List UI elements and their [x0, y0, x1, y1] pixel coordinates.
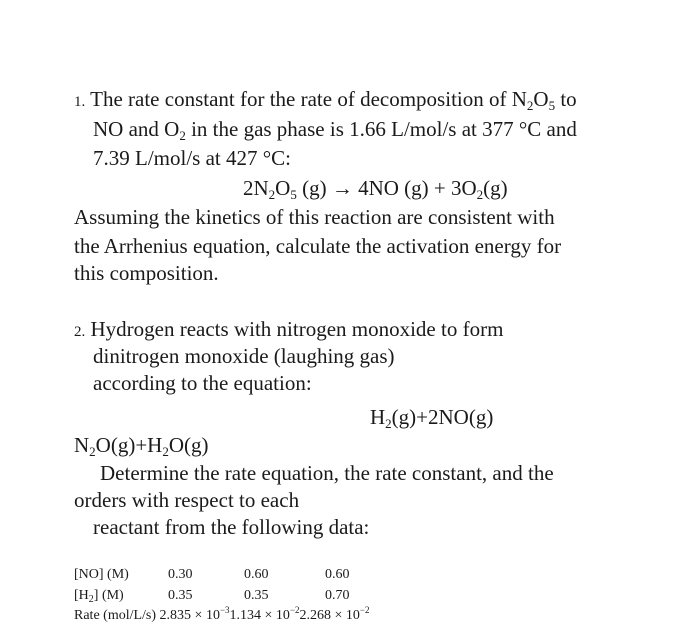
rate-value: $2.268 \times 10^{-2}$: [299, 605, 370, 623]
q2-line-1: 2. Hydrogen reacts with nitrogen monoxide to form: [74, 317, 504, 341]
q2-products: $N_2O(g)+H_2O(g)$: [74, 433, 209, 459]
q1-line-7: this composition.: [74, 261, 219, 285]
q1-line-2: NO and $O_2$ in the gas phase is 1.66 L/mol/s at 377 °C and: [93, 117, 577, 143]
q2-line-7: orders with respect to each: [74, 488, 300, 512]
row-label-h2: $[H_2]$ (M): [74, 588, 124, 605]
table-cell: 0.60: [325, 567, 350, 582]
q2-line-6: Determine the rate equation, the rate constant, and the: [100, 461, 554, 485]
table-cell: 0.35: [244, 588, 269, 603]
row-label-no: [NO] (M): [74, 567, 129, 582]
q1-line-5: Assuming the kinetics of this reaction are consistent with: [74, 205, 555, 229]
q1-text-b: to: [560, 87, 577, 111]
q1-line-6: the Arrhenius equation, calculate the activation energy for: [74, 234, 562, 258]
q2-line-3: according to the equation:: [93, 371, 312, 395]
table-row: [74, 607, 370, 625]
q1-reaction-equation: $2N_2O_5$ (g) → 4NO $(g) + 3O_2(g)$: [243, 176, 508, 202]
row-label-rate: Rate (mol/L/s): [74, 608, 157, 623]
q2-number: 2.: [74, 324, 86, 340]
q2-reactants: $H_2(g)+2NO(g)$: [370, 405, 494, 431]
table-cell: 0.70: [325, 588, 350, 603]
q1-number: 1.: [74, 94, 86, 110]
table-cell: 0.30: [168, 567, 193, 582]
table-row: [74, 587, 124, 605]
q1-line-3: 7.39 L/mol/s at 427 °C:: [93, 146, 291, 170]
q2-line-8: reactant from the following data:: [93, 515, 370, 539]
table-cell: 0.35: [168, 588, 193, 603]
table-cell: 0.60: [244, 567, 269, 582]
table-row: [74, 566, 129, 584]
rate-value: $2.835 \times 10^{-3}$: [159, 605, 230, 623]
q2-line-2: dinitrogen monoxide (laughing gas): [93, 344, 395, 368]
q1-line-1: 1. The rate constant for the rate of decomposition of $N_2O_5$ to: [74, 87, 577, 113]
q1-text-a: The rate constant for the rate of decomposition of N: [90, 87, 527, 111]
rate-value: $1.134 \times 10^{-2}$: [229, 605, 300, 623]
